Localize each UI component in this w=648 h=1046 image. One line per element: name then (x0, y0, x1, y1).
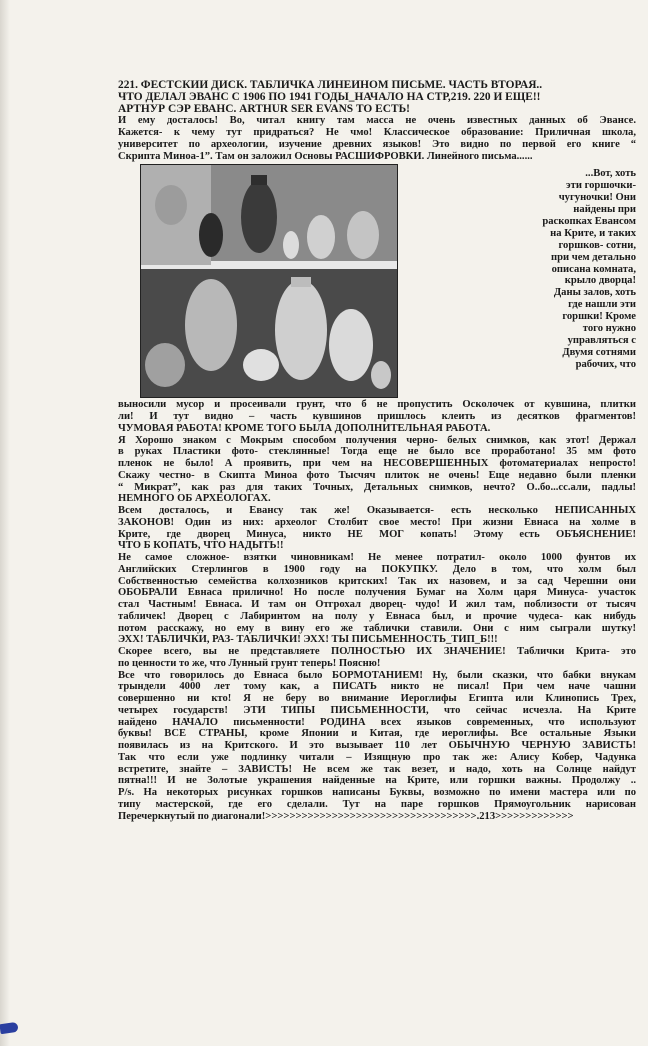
side-line: рабочих, что (575, 358, 636, 370)
side-line: горшков- сотни, (558, 239, 636, 251)
page-shadow-edge (0, 0, 10, 1046)
body-line: трындели 4000 лет тому как, а ПИСАТЬ никто не писал! При чем наче чашни (118, 681, 636, 693)
side-line: крыло дворца! (564, 275, 636, 287)
side-line: ...Вот, хоть (585, 168, 636, 180)
body-text (118, 399, 636, 822)
pottery-photo (140, 164, 398, 398)
body-line: в руках Пластики фото- стеклянные! Тогда еще не было все проработано! 35 мм фото (118, 446, 636, 458)
pottery-photo-drawing (141, 165, 397, 397)
body-line: Я Хорошо знаком с Мокрым способом получения черно- белых снимков, как этот! Держал (118, 434, 636, 446)
side-line: Двумя сотнями (562, 346, 636, 358)
body-line: Крите, где дворец Минуса, никто НЕ МОГ копать! Этому есть ОБЪЯСНЕНИЕ! (118, 528, 636, 540)
body-line: ли! И тут видно – часть кувшинов пришлось клеить из десятков фрагментов! (118, 411, 636, 422)
body-line: Английских Стерлингов в 1900 году на ПОКУПКУ. Дело в том, что холм был (118, 563, 636, 575)
body-line: Все что говорилось до Евнаса было БОРМОТАНИЕМ! Ну, были сказки, что бабки внукам (118, 669, 636, 681)
heading-line-3: АРТНУР СЭР ЕВАНС. ARTHUR SER EVANS ТО ЕСТЬ! (118, 103, 410, 115)
body-line: потом расскажу, но ему в вину его же таблички ставили. Они с ним сыграли шутку! (118, 622, 636, 634)
photo-section (118, 164, 636, 398)
body-line: ЧУМОВАЯ РАБОТА! КРОМЕ ТОГО БЫЛА ДОПОЛНИТЕЛЬНАЯ РАБОТА. (118, 422, 491, 434)
body-line: четырех государств! ЭТИ ТИПЫ ПИСЬМЕННОСТИ, что сейчас исчезла. На Крите (118, 704, 636, 716)
body-line: стал Частным! Евнаса. И там он Отгрохал дворец- чудо! И жил там, поблизости от тысяч (118, 599, 636, 610)
side-line: чугуночки! Они (558, 192, 636, 204)
body-line: Собственностью семейства колхозников критских! Так их назовем, и за сад Черешни они (118, 575, 636, 587)
side-line: эти горшочки- (566, 180, 636, 192)
side-column (400, 168, 636, 370)
body-line: “ Микрат”, как раз для таких Точных, Детальных снимков, нечто? О..бо...сс.али, падлы! (118, 481, 636, 493)
body-line: ЗАКОНОВ! Один из них: археолог Столбит свое место! При жизни Евнаса на холме в (118, 516, 636, 528)
body-line: Не самое сложное- взятки чиновникам! Не менее потратил- около 1000 фунтов их (118, 552, 636, 563)
article-text (118, 80, 636, 822)
side-line: раскопках Евансом (542, 215, 636, 227)
side-line: описана комната, (551, 263, 636, 275)
side-line: управляться с (567, 334, 636, 346)
pen-mark (0, 1022, 19, 1034)
side-line: где нашли эти (568, 299, 636, 311)
body-line: выносили мусор и просеивали грунт, что б не пропустить Осколочек от кувшина, плитки (118, 399, 636, 411)
side-line: того нужно (582, 323, 636, 335)
intro-line: университет по археологии, изучение древних языков! Это видно по первой его книге “ (118, 138, 636, 150)
body-line: НЕМНОГО ОБ АРХЕОЛОГАХ. (118, 493, 271, 505)
body-line: пленок не было! А проявить, при чем на НЕСОВЕРШЕННЫХ фотоматериалах непросто! (118, 458, 636, 469)
body-line: ЭХХ! ТАБЛИЧКИ, РАЗ- ТАБЛИЧКИ! ЭХХ! ТЫ ПИСЬМЕННОСТЬ_ТИП_Б!!! (118, 634, 498, 646)
body-line: буквы! ВСЕ СТРАНЫ, кроме Японии и Китая, где иероглифы. Все остальные Языки (118, 728, 636, 740)
side-line: при чем детально (550, 251, 636, 263)
body-line: типу мастерской, где его сделали. Тут на паре горшков Прямоугольник нарисован (118, 798, 636, 810)
side-line: горшки! Кроме (562, 311, 636, 323)
body-line: появилась из на Критского. И это вызывает 110 лет ОБЫЧНУЮ ЧЕРНУЮ ЗАВИСТЬ! (118, 740, 636, 751)
body-line: P/s. На некоторых рисунках горшков написаны Буквы, возможно по имени мастера или по (118, 787, 636, 798)
body-line: Всем досталось, и Евансу так же! Оказывается- есть несколько НЕПИСАННЫХ (118, 505, 636, 516)
body-line: Так что если уже подлинку читали – Изящную про так же: Алису Кобер, Чадунка (118, 751, 636, 763)
intro-line: Скрипта Миноа-1”. Там он заложил Основы РАСШИФРОВКИ. Линейного письма...... (118, 150, 533, 162)
body-line: Перечеркнутый по диагонали!>>>>>>>>>>>>>>>>>>>>>>>>>>>>>>>>>>>.213>>>>>>>>>>>>> (118, 810, 574, 822)
body-line: по ценности то же, что Лунный грунт теперь! Поясню! (118, 657, 381, 669)
body-line: найдено НАЧАЛО письменности! РОДИНА всех языков современных, что используют (118, 716, 636, 728)
intro-line: И ему досталось! Во, читал книгу там масса не очень известных данных об Эвансе. (118, 115, 636, 127)
body-line: Скажу честно- в Скипта Миноа фото Тысчяч плиток не очень! Еще недавно были пленки (118, 469, 636, 481)
body-line: Скорее всего, вы не представляете ПОЛНОСТЬЮ ИХ ЗНАЧЕНИЕ! Таблички Крита- это (118, 646, 636, 657)
body-line: совершенно ни кто! Я не беру во внимание Иероглифы Египта или Клинопись Трех, (118, 693, 636, 704)
side-line: Даны залов, хоть (553, 287, 636, 299)
body-line: встретите, знайте – ЗАВИСТЬ! Не всем же так везет, и надо, хоть на Солнце найдут (118, 763, 636, 775)
side-line: найдены при (573, 203, 636, 215)
heading-line-2: ЧТО ДЕЛАЛ ЭВАНС С 1906 ПО 1941 ГОДЫ_НАЧАЛО НА СТР,219. 220 И ЕЩЕ!! (118, 91, 541, 103)
side-line: на Крите, и таких (550, 227, 636, 239)
intro-line: Кажется- к чему тут придраться? Не чмо! Классическое образование: Приличная школа, (118, 127, 636, 138)
body-line: табличек! Дворец с Лабиринтом на полу у Евнаса был, и прочие чудеса- как нибудь (118, 610, 636, 622)
body-line: ЧТО Б КОПАТЬ, ЧТО НАДЫТЬ!! (118, 540, 284, 552)
body-line: пятна!!! И не Золотые украшения найденные на Крите, или горшки важны. Продолжу .. (118, 775, 636, 787)
heading-line-1: 221. ФЕСТСКИЙ ДИСК. ТАБЛИЧКА ЛИНЕЙНОМ ПИСЬМЕ. ЧАСТЬ ВТОРАЯ.. (118, 80, 543, 91)
body-line: ОБОБРАЛИ Евнаса прилично! Но после получения Бумаг на Холм царя Минуса- участок (118, 587, 636, 599)
